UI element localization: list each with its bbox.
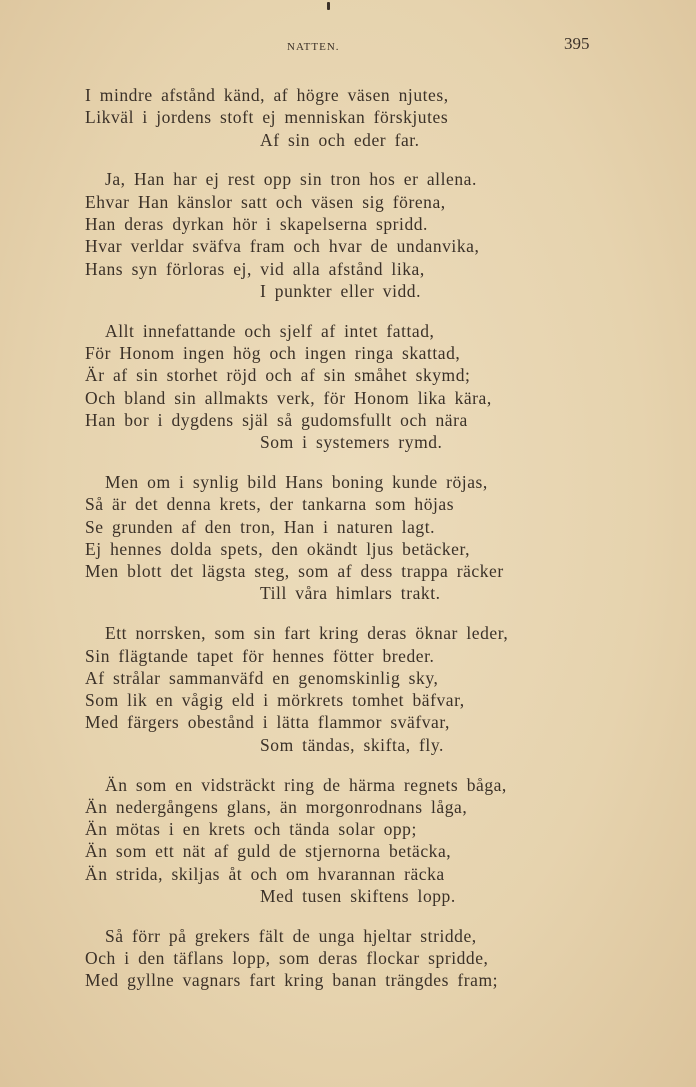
verse-line: Sin flägtande tapet för hennes fötter breder. (85, 645, 435, 666)
verse-line: I mindre afstånd känd, af högre väsen njutes, (85, 85, 449, 105)
verse-line: Än strida, skiljas åt och om hvarannan räcka (85, 863, 445, 884)
verse-line: Men blott det lägsta steg, som af dess trappa räcker (85, 561, 504, 582)
stanza (85, 320, 645, 454)
running-title: NATTEN. (287, 41, 340, 53)
verse-line: Ett norrsken, som sin fart kring deras öknar leder, (105, 623, 509, 644)
stanza (85, 84, 645, 151)
verse-line: Med färgers obestånd i lätta flammor sväfvar, (85, 712, 450, 733)
ink-mark (327, 2, 330, 10)
verse-line: Hvar verldar sväfva fram och hvar de undanvika, (85, 236, 480, 257)
verse-line: Så förr på grekers fält de unga hjeltar stridde, (105, 925, 477, 946)
verse-line: För Honom ingen hög och ingen ringa skattad, (85, 342, 461, 363)
verse-line: Är af sin storhet röjd och af sin småhet skymd; (85, 365, 471, 386)
verse-line: Af sin och eder far. (260, 129, 420, 150)
verse-line: Med gyllne vagnars fart kring banan trängdes fram; (85, 970, 499, 991)
page-number: 395 (564, 34, 590, 53)
verse-line: Men om i synlig bild Hans boning kunde röjas, (105, 471, 488, 492)
verse-line: Ej hennes dolda spets, den okändt ljus betäcker, (85, 538, 471, 559)
verse-line: Med tusen skiftens lopp. (260, 886, 456, 906)
verse-line: Så är det denna krets, der tankarna som höjas (85, 494, 455, 515)
verse-line: Som tändas, skifta, fly. (260, 734, 444, 755)
verse-line: Ja, Han har ej rest opp sin tron hos er allena. (105, 169, 477, 190)
verse-line: Han deras dyrkan hör i skapelserna spridd. (85, 213, 428, 234)
stanza (85, 168, 645, 302)
verse-line: Än mötas i en krets och tända solar opp; (85, 819, 417, 840)
verse-line: Allt innefattande och sjelf af intet fattad, (105, 320, 435, 341)
verse-line: Hans syn förloras ej, vid alla afstånd lika, (85, 258, 425, 279)
verse-line: Än nedergångens glans, än morgonrodnans låga, (85, 796, 468, 817)
verse-line: Än som en vidsträckt ring de härma regnets båga, (105, 774, 507, 795)
verse-line: Som i systemers rymd. (260, 432, 443, 453)
verse-line: Och i den täflans lopp, som deras flockar spridde, (85, 948, 489, 969)
poem-body (85, 84, 645, 1009)
verse-line: Till våra himlars trakt. (260, 583, 441, 604)
verse-line: I punkter eller vidd. (260, 280, 422, 301)
verse-line: Ehvar Han känslor satt och väsen sig förena, (85, 191, 446, 212)
verse-line: Af strålar sammanväfd en genomskinlig sky, (85, 667, 439, 688)
stanza (85, 622, 645, 756)
running-header (0, 34, 696, 58)
verse-line: Likväl i jordens stoft ej menniskan förskjutes (85, 107, 449, 128)
verse-line: Se grunden af den tron, Han i naturen lagt. (85, 516, 436, 537)
verse-line: Och bland sin allmakts verk, för Honom lika kära, (85, 387, 492, 408)
stanza (85, 925, 645, 992)
stanza (85, 471, 645, 605)
stanza (85, 774, 645, 908)
verse-line: Som lik en vågig eld i mörkrets tomhet bäfvar, (85, 690, 465, 711)
verse-line: Han bor i dygdens själ så gudomsfullt och nära (85, 409, 468, 430)
verse-line: Än som ett nät af guld de stjernorna betäcka, (85, 841, 452, 862)
